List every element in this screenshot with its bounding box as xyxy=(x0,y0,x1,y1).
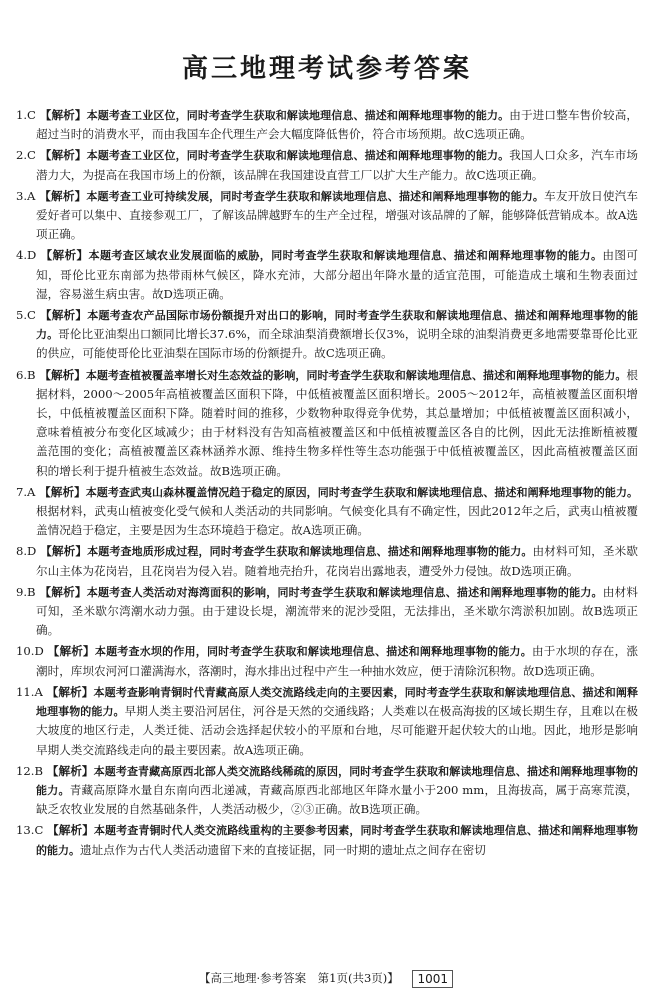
analysis-text: 早期人类主要沿河居住，河谷是天然的交通线路；人类难以在极高海拔的区域长期生存，且难以在极大坡度的地区行走，人类迁徙、活动会选择起伏较小的平原和台地，尽可能避开起伏较大的山地。因此，地形是影响早期人类交流路线走向的最主要因素。故A选项正确。 xyxy=(36,704,638,757)
page-footer xyxy=(0,970,652,988)
answer-item xyxy=(16,246,638,304)
question-focus: 本题考查工业区位，同时考查学生获取和解读地理信息、描述和阐释地理事物的能力。 xyxy=(86,149,510,163)
page-code-badge: 1001 xyxy=(412,970,453,988)
question-focus: 本题考查工业区位，同时考查学生获取和解读地理信息、描述和阐释地理事物的能力。 xyxy=(86,109,510,122)
analysis-text: 由于进口整车售价较高，超过当时的消费水平，而由我国车企代理生产会大幅度降低售价，符合市场预期。故C选项正确。 xyxy=(36,108,638,142)
answer-item xyxy=(16,583,638,641)
analysis-tag: 【解析】 xyxy=(46,763,94,778)
answer-item xyxy=(16,683,638,760)
analysis-text: 我国人口众多，汽车市场潜力大，为提高在我国市场上的份额，该品牌在我国建设直营工厂以扩大生产能力。故C选项正确。 xyxy=(36,148,638,182)
analysis-text: 根据材料，2000～2005年高植被覆盖区面积下降，中低植被覆盖区面积增长。2005～2012年，高植被覆盖区面积增长，中低植被覆盖区面积下降。随着时间的推移，少数物种取得竞争优势，其总量增加；中低植被覆盖区面积减小，意味着植被分布变化区域减少；由于材料没有告知高植被覆盖区和中低植被覆盖区各自的比例，因此无法推断植被覆盖范围的变化；高植被覆盖区森林涵养水源、维持生物多样性等生态功能强于中低植被覆盖区，因此高植被覆盖区面积的增长利于提升植被生态效益。故B选项正确。 xyxy=(36,367,638,478)
analysis-text: 青藏高原降水量自东南向西北递减，青藏高原西北部地区年降水量小于200 mm，且海拔高，属于高寒荒漠，缺乏农牧业发展的自然基础条件，人类活动极少，②③正确。故B选项正确。 xyxy=(36,782,639,817)
analysis-text: 车友开放日使汽车爱好者可以集中、直接参观工厂，了解该品牌越野车的生产全过程，增强对该品牌的了解，能够降低营销成本。故A选项正确。 xyxy=(36,188,638,242)
analysis-tag: 【解析】 xyxy=(47,823,94,838)
answer-item xyxy=(16,542,638,580)
analysis-tag: 【解析】 xyxy=(39,188,87,203)
analysis-tag: 【解析】 xyxy=(39,367,86,382)
answer-number: 5.C xyxy=(16,308,36,323)
answer-number: 11.A xyxy=(16,684,43,699)
question-focus: 本题考查青藏高原西北部人类交流路线稀疏的原因，同时考查学生获取和解读地理信息、描述和阐释地理事物的能力。 xyxy=(36,764,638,797)
analysis-tag: 【解析】 xyxy=(39,484,86,499)
analysis-tag: 【解析】 xyxy=(39,108,87,122)
answer-number: 7.A xyxy=(16,484,36,499)
answer-number: 4.D xyxy=(16,248,37,263)
answer-item xyxy=(16,306,638,364)
answer-number: 3.A xyxy=(16,188,36,203)
analysis-tag: 【解析】 xyxy=(39,584,87,599)
question-focus: 本题考查青铜时代人类交流路线重构的主要参考因素，同时考查学生获取和解读地理信息、描述和阐释地理事物的能力。 xyxy=(36,824,638,857)
answer-item xyxy=(16,187,638,245)
analysis-text: 由材料可知，圣米歇尔山主体为花岗岩，且花岗岩为侵入岩。随着地壳抬升，花岗岩出露地表，遭受外力侵蚀。故D选项正确。 xyxy=(36,544,638,578)
question-focus: 本题考查植被覆盖率增长对生态效益的影响，同时考查学生获取和解读地理信息、描述和阐释地理事物的能力。 xyxy=(85,368,627,382)
question-focus: 本题考查区域农业发展面临的威胁，同时考查学生获取和解读地理信息、描述和阐释地理事物的能力。 xyxy=(88,249,603,263)
analysis-text: 遗址点作为古代人类活动遗留下来的直接证据，同一时期的遗址点之间存在密切 xyxy=(80,842,486,857)
analysis-tag: 【解析】 xyxy=(39,308,88,323)
question-focus: 本题考查地质形成过程，同时考查学生获取和解读地理信息、描述和阐释地理事物的能力。 xyxy=(87,545,533,559)
answer-list xyxy=(16,106,638,860)
analysis-text: 由材料可知，圣米歇尔湾潮水动力强。由于建设长堤，潮流带来的泥沙受阻，无法排出，圣米歇尔湾淤积加剧。故B选项正确。 xyxy=(36,584,638,638)
answer-number: 6.B xyxy=(16,367,36,382)
answer-number: 12.B xyxy=(16,763,43,778)
answer-item xyxy=(16,821,638,859)
answer-item xyxy=(16,146,638,184)
page-title: 高三地理考试参考答案 xyxy=(181,54,472,84)
question-focus: 本题考查工业可持续发展，同时考查学生获取和解读地理信息、描述和阐释地理事物的能力。 xyxy=(86,189,545,203)
question-focus: 本题考查影响青铜时代青藏高原人类交流路线走向的主要因素，同时考查学生获取和解读地理信息、描述和阐释地理事物的能力。 xyxy=(36,685,638,719)
answer-item xyxy=(16,483,638,541)
answer-number: 8.D xyxy=(16,544,37,559)
answer-number: 9.B xyxy=(16,584,36,599)
analysis-text: 根据材料，武夷山植被变化受气候和人类活动的共同影响。气候变化具有不确定性，因此2012年之后，武夷山植被覆盖情况趋于稳定，主要是因为生态环境趋于稳定。故A选项正确。 xyxy=(36,504,638,538)
answer-number: 1.C xyxy=(16,108,36,122)
answer-item xyxy=(16,642,638,680)
analysis-tag: 【解析】 xyxy=(40,248,89,263)
analysis-tag: 【解析】 xyxy=(39,148,87,163)
answer-item xyxy=(16,106,638,144)
analysis-tag: 【解析】 xyxy=(46,684,94,699)
analysis-tag: 【解析】 xyxy=(47,644,95,659)
analysis-text: 由图可知，哥伦比亚东南部为热带雨林气候区，降水充沛，大部分超出年降水量的适宜范围，可能造成土壤和生物表面过湿，容易滋生病虫害。故D选项正确。 xyxy=(36,248,638,301)
answer-number: 13.C xyxy=(16,823,44,838)
question-focus: 本题考查水坝的作用，同时考查学生获取和解读地理信息、描述和阐释地理事物的能力。 xyxy=(94,645,532,659)
answer-number: 10.D xyxy=(16,644,44,659)
analysis-tag: 【解析】 xyxy=(40,544,88,559)
answer-item xyxy=(16,366,638,481)
answer-number: 2.C xyxy=(16,148,36,163)
analysis-text: 由于水坝的存在，涨潮时，库坝农河河口灌满海水，落潮时，海水排出过程中产生一种抽水效应，便于清除沉积物。故D选项正确。 xyxy=(36,644,638,678)
question-focus: 本题考查农产品国际市场份额提升对出口的影响，同时考查学生获取和解读地理信息、描述和阐释地理事物的能力。 xyxy=(36,309,638,342)
answer-item xyxy=(16,762,638,820)
analysis-text: 哥伦比亚油梨出口额同比增长37.6%，而全球油梨消费额增长仅3%，说明全球的油梨消费更多地需要靠哥伦比亚的供应，可能使哥伦比亚油梨在国际市场的份额提升。故C选项正确。 xyxy=(36,327,639,361)
question-focus: 本题考查武夷山森林覆盖情况趋于稳定的原因，同时考查学生获取和解读地理信息、描述和阐释地理事物的能力。 xyxy=(85,485,638,499)
footer-text: 【高三地理·参考答案 第1页(共3页)】 xyxy=(199,971,399,985)
question-focus: 本题考查人类活动对海湾面积的影响，同时考查学生获取和解读地理信息、描述和阐释地理事物的能力。 xyxy=(86,585,603,599)
